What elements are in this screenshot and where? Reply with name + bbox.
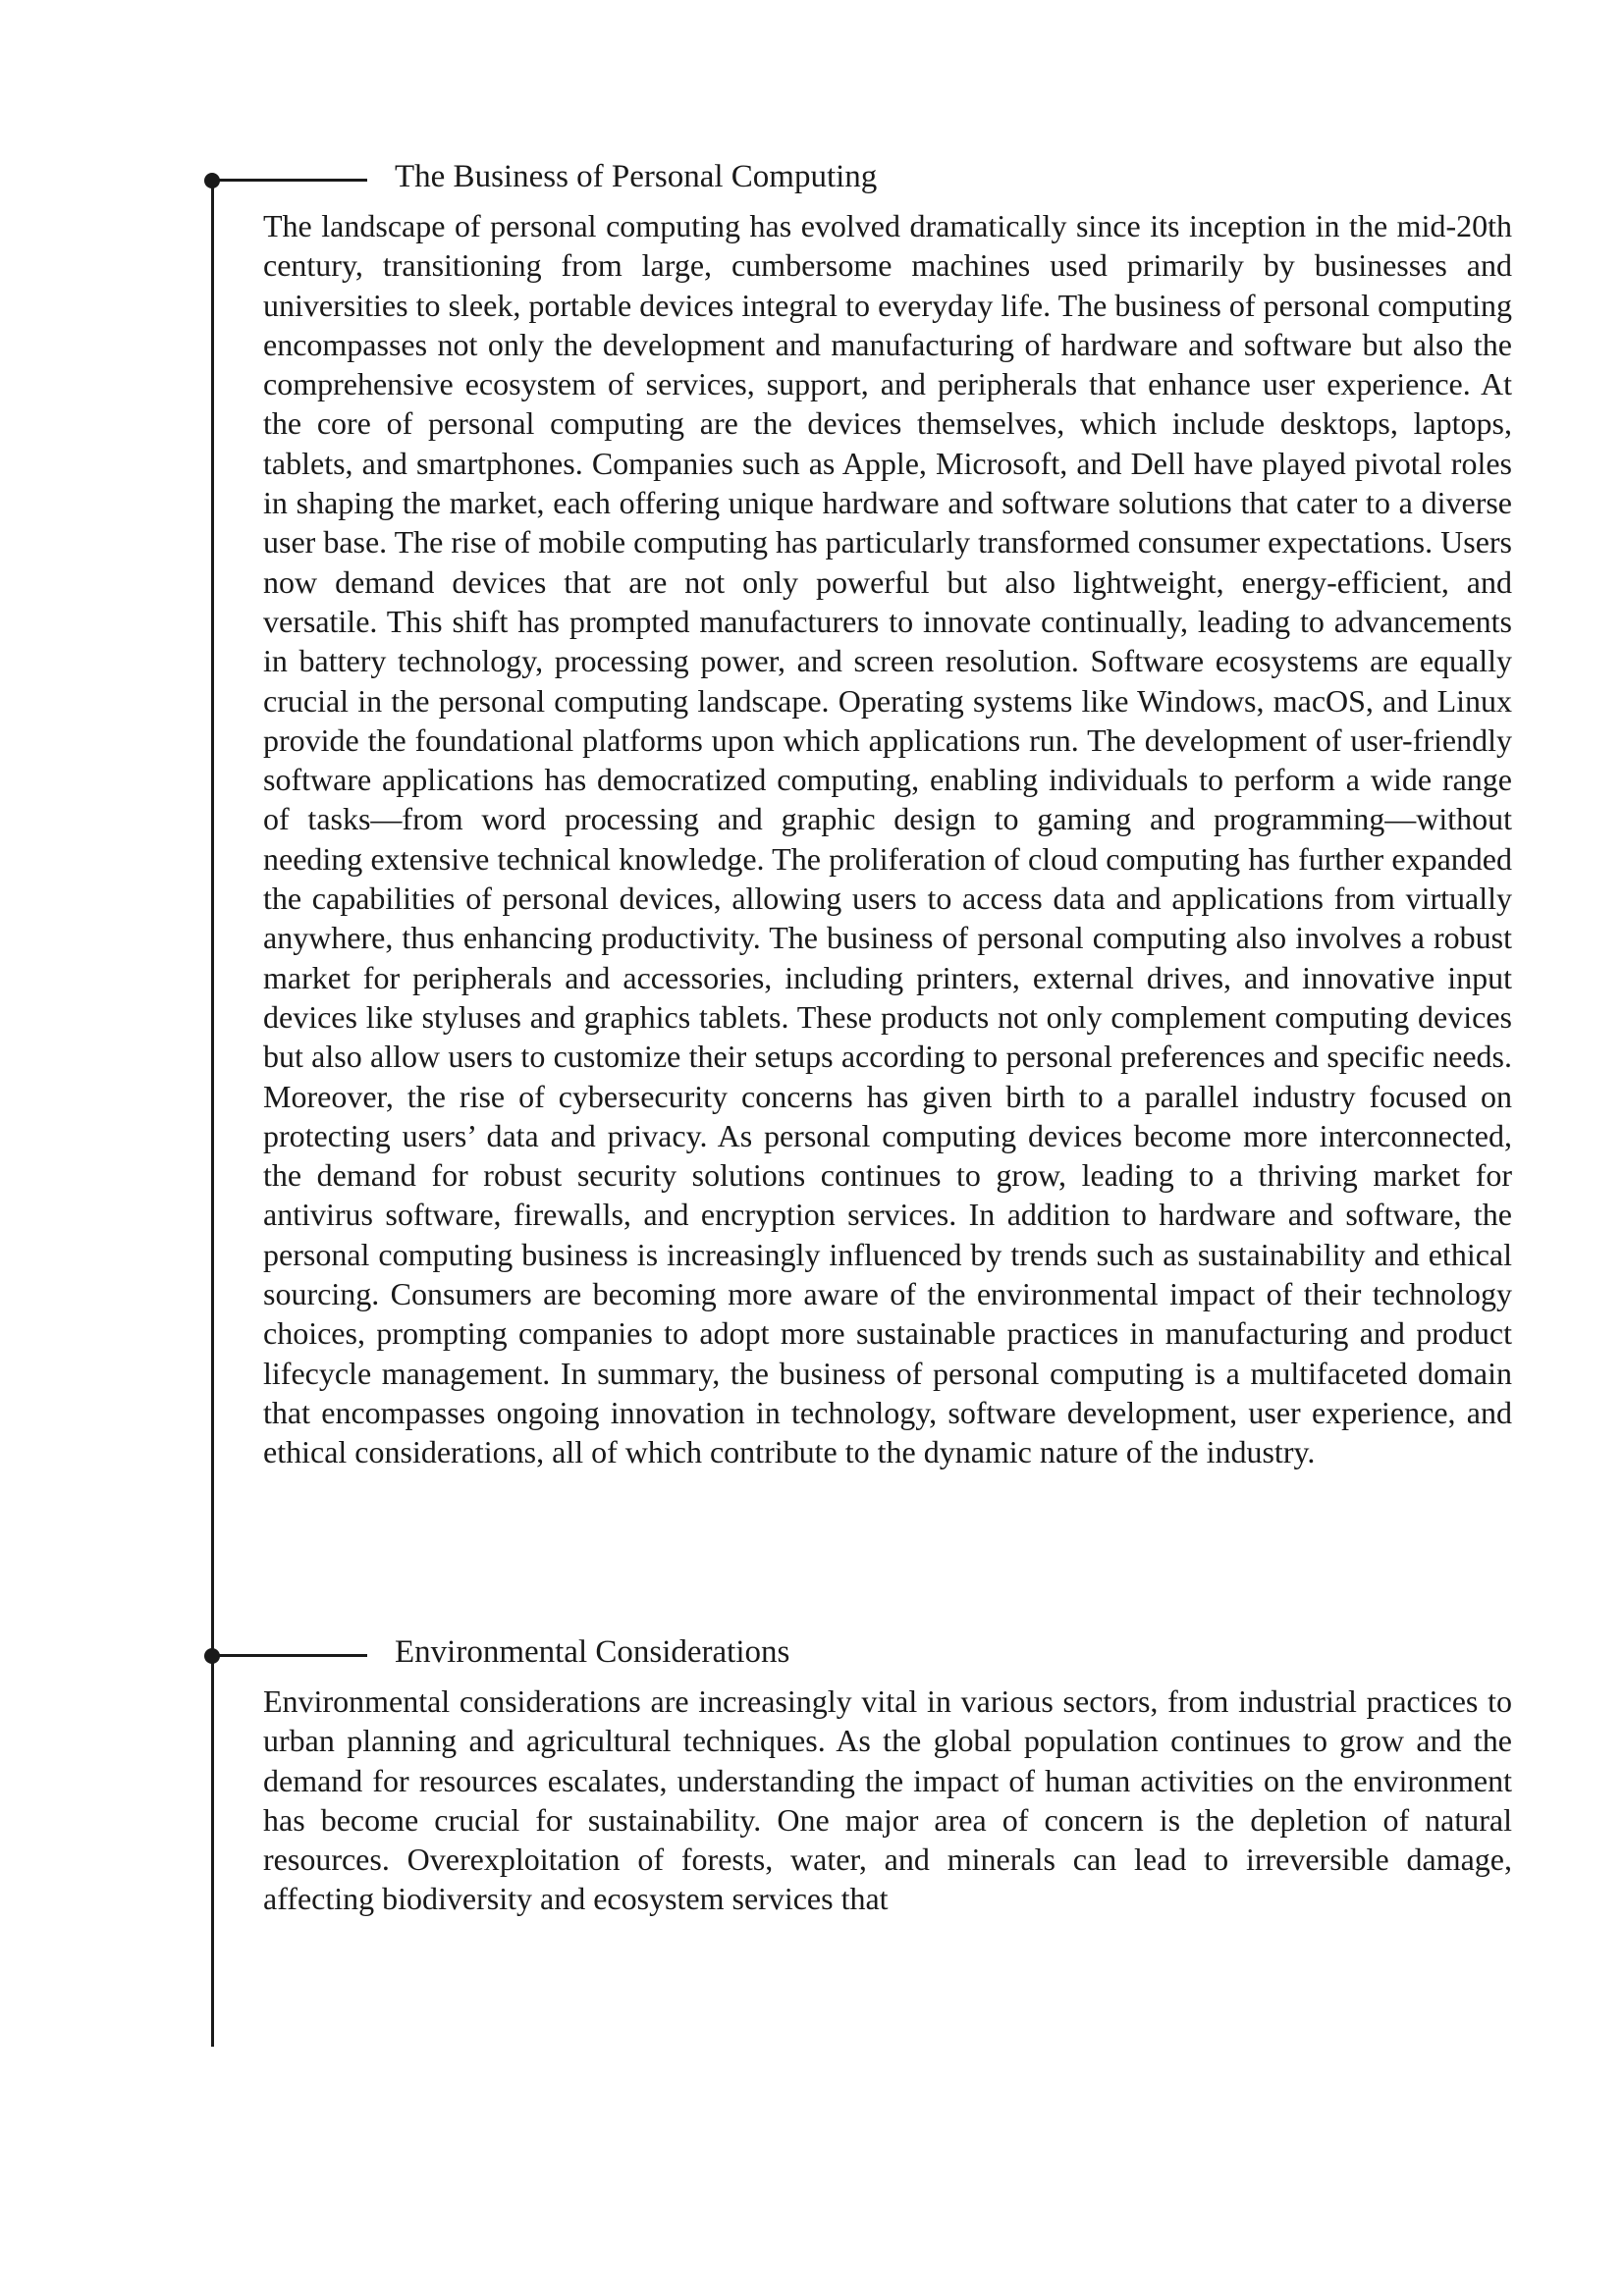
- section-title: Environmental Considerations: [395, 1634, 790, 1670]
- timeline-marker-line: [212, 1654, 367, 1657]
- timeline-rail: [211, 180, 214, 2047]
- section-title: The Business of Personal Computing: [395, 159, 878, 194]
- timeline-marker-line: [212, 179, 367, 182]
- section-body: Environmental considerations are increasingly vital in various sectors, from industrial practices to urban planning and agricultural techniques. As the global population continues to grow and the demand for resources escalates, understanding the impact of human activities on the environment has become crucial for sustainability. One major area of concern is the depletion of natural resources. Overexploitation of forests, water, and minerals can lead to irreversible damage, affecting biodiversity and ecosystem services that: [263, 1683, 1512, 1917]
- section-body: The landscape of personal computing has evolved dramatically since its inception in the mid-20th century, transitioning from large, cumbersome machines used primarily by businesses and universities to sleek, portable devices integral to everyday life. The business of personal computing encompasses not only the development and manufacturing of hardware and software but also the comprehensive ecosystem of services, support, and peripherals that enhance user experience. At the core of personal computing are the devices themselves, which include desktops, laptops, tablets, and smartphones. Companies such as Apple, Microsoft, and Dell have played pivotal roles in shaping the market, each offering unique hardware and software solutions that cater to a diverse user base. The rise of mobile computing has particularly transformed consumer expectations. Users now demand devices that are not only powerful but also lightweight, energy-efficient, and versatile. This shift has prompted manufacturers to innovate continually, leading to advancements in battery technology, processing power, and screen resolution. Software ecosystems are equally crucial in the personal computing landscape. Operating systems like Windows, macOS, and Linux provide the foundational platforms upon which applications run. The development of user-friendly software applications has democratized computing, enabling individuals to perform a wide range of tasks—from word processing and graphic design to gaming and programming—without needing extensive technical knowledge. The proliferation of cloud computing has further expanded the capabilities of personal devices, allowing users to access data and applications from virtually anywhere, thus enhancing productivity. The business of personal computing also involves a robust market for peripherals and accessories, including printers, external drives, and innovative input devices like styluses and graphics tablets. These products not only complement computing devices but also allow users to customize their setups according to personal preferences and specific needs. Moreover, the rise of cybersecurity concerns has given birth to a parallel industry focused on protecting users’ data and privacy. As personal computing devices become more interconnected, the demand for robust security solutions continues to grow, leading to a thriving market for antivirus software, firewalls, and encryption services. In addition to hardware and software, the personal computing business is increasingly influenced by trends such as sustainability and ethical sourcing. Consumers are becoming more aware of the environmental impact of their technology choices, prompting companies to adopt more sustainable practices in manufacturing and product lifecycle management. In summary, the business of personal computing is a multifaceted domain that encompasses ongoing innovation in technology, software development, user experience, and ethical considerations, all of which contribute to the dynamic nature of the industry.: [263, 208, 1512, 1470]
